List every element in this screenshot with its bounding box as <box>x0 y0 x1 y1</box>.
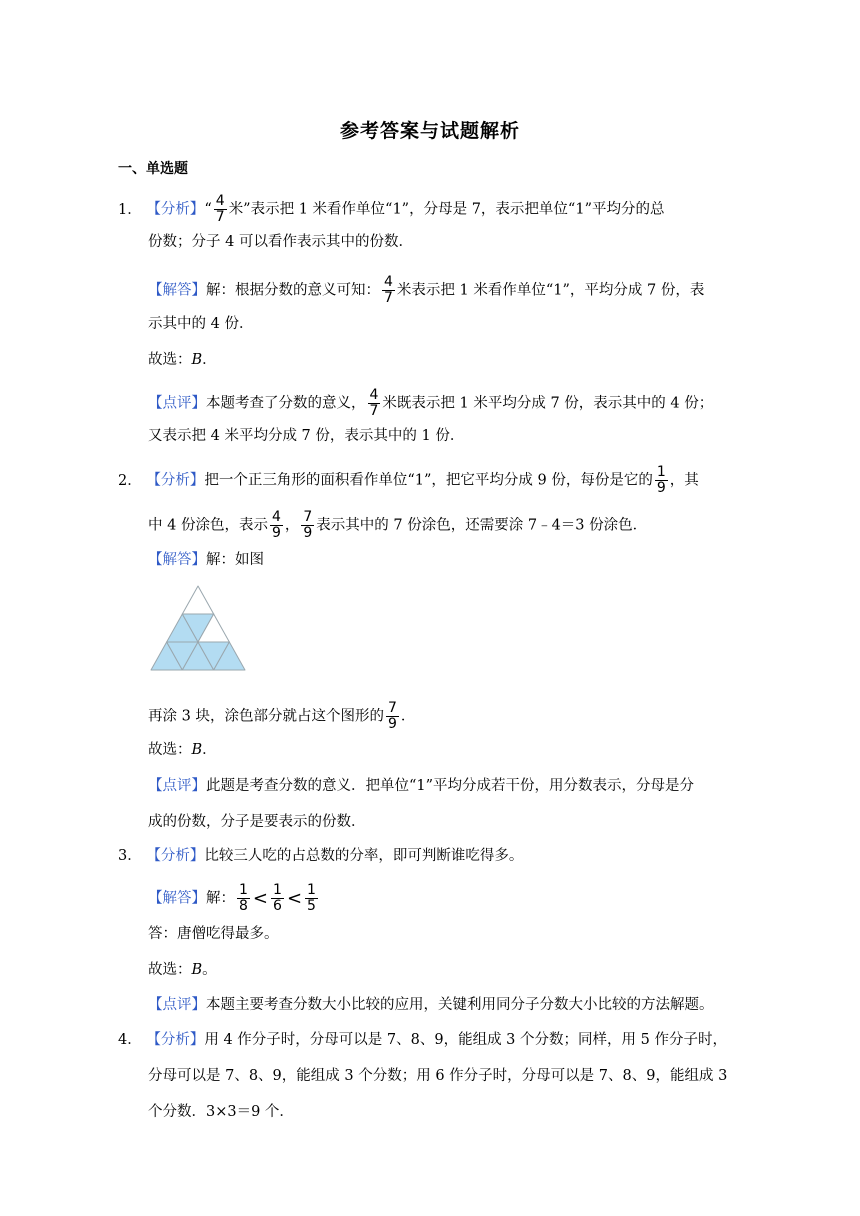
fraction-4-7: $\frac{4}{7}$ <box>215 193 225 225</box>
q2-after-figure: 再涂 3 块，涂色部分就占这个图形的 $\frac{7}{9}$ ． <box>148 700 416 732</box>
q1-solution-text: 解：根据分数的意义可知： <box>206 282 380 299</box>
q1-analysis-line2: 份数；分子 4 可以看作表示其中的份数． <box>148 234 413 250</box>
fraction-4-7: $\frac{4}{7}$ <box>384 274 393 306</box>
q2-comment-line1: 【点评】此题是考查分数的意义．把单位“1”平均分成若干份，用分数表示，分母是分 <box>148 778 695 794</box>
q1-comment-line2: 又表示把 4 米平均分成 7 份，表示其中的 1 份． <box>148 428 465 444</box>
q3-choice: 故选：B。 <box>148 962 217 978</box>
q2-analysis-text: 把一个正三角形的面积看作单位“1”，把它平均分成 9 份，每份是它的 <box>204 472 653 489</box>
open-quote: “ <box>204 201 212 218</box>
solution-tag: 【解答】 <box>148 282 206 299</box>
q2-comment-line2: 成的份数，分子是要表示的份数． <box>148 814 366 830</box>
q1-comment-text-post: 米既表示把 1 米平均分成 7 份，表示其中的 4 份； <box>382 395 714 412</box>
analysis-tag: 【分析】 <box>146 201 205 218</box>
q1-analysis-line1 <box>118 194 664 225</box>
q3-comment: 【点评】本题主要考查分数大小比较的应用，关键利用同分子分数大小比较的方法解题。 <box>148 997 714 1013</box>
q1-comment-text: 本题考查了分数的意义， <box>206 395 366 412</box>
fraction-1-9: $\frac{1}{9}$ <box>656 464 666 496</box>
q1-choice: 故选：B． <box>148 352 217 368</box>
triangle-figure <box>150 585 246 671</box>
solution-tag: 【解答】 <box>148 552 206 568</box>
q3-answer: 答：唐僧吃得最多。 <box>148 926 279 942</box>
comment-tag: 【点评】 <box>148 997 206 1013</box>
comment-tag: 【点评】 <box>148 778 206 794</box>
fraction-4-9: $\frac{4}{9}$ <box>271 509 281 541</box>
q1-analysis-text: 米”表示把 1 米看作单位“1”，分母是 7，表示把单位“1”平均分的总 <box>228 201 665 218</box>
analysis-tag: 【分析】 <box>146 472 205 489</box>
triangle-cell-unshaded <box>182 586 213 614</box>
fraction-4-7: $\frac{4}{7}$ <box>369 387 379 419</box>
q3-solution: 【解答】解： $\frac{1}{8}$ < $\frac{1}{6}$ < $\frac{1}{5}$ <box>148 882 316 914</box>
q4-analysis-line3: 个分数．3×3＝9 个． <box>148 1104 294 1120</box>
page-title: 参考答案与试题解析 <box>339 120 520 142</box>
fraction-1-8: $\frac{1}{8}$ <box>239 882 248 914</box>
fraction-1-6: $\frac{1}{6}$ <box>273 882 282 914</box>
q1-number: 1． <box>118 201 142 218</box>
analysis-tag: 【分析】 <box>146 1032 205 1048</box>
q1-solution-line2: 示其中的 4 份． <box>148 316 254 332</box>
q2-analysis-text-post: ，其 <box>669 472 699 489</box>
q4-number: 4． <box>118 1032 142 1048</box>
solution-tag: 【解答】 <box>148 890 206 907</box>
choice-letter: B <box>191 742 203 758</box>
choice-letter: B <box>191 962 203 978</box>
q2-solution: 【解答】解：如图 <box>148 552 264 568</box>
choice-letter: B <box>191 352 203 368</box>
section-heading: 一、单选题 <box>118 161 188 177</box>
q4-analysis-line2: 分母可以是 7、8、9，能组成 3 个分数；用 6 作分子时，分母可以是 7、8、9，能组成 3 <box>148 1068 728 1084</box>
analysis-tag: 【分析】 <box>146 848 205 864</box>
fraction-1-5: $\frac{1}{5}$ <box>307 882 316 914</box>
fraction-7-9: $\frac{7}{9}$ <box>303 509 313 541</box>
q2-analysis-line2: 中 4 份涂色，表示 $\frac{4}{9}$ ， $\frac{7}{9}$ 表示其中的 7 份涂色，还需要涂 7﹣4＝3 份涂色． <box>148 509 648 541</box>
q2-number: 2． <box>118 472 142 489</box>
q2-choice: 故选：B． <box>148 742 217 758</box>
q1-comment-line1 <box>148 388 713 419</box>
q2-analysis-line1 <box>118 465 699 496</box>
q3-number: 3． <box>118 848 142 864</box>
q1-solution-text-post: 米表示把 1 米看作单位“1”，平均分成 7 份，表 <box>396 282 705 299</box>
q1-solution-line1 <box>148 275 704 306</box>
less-than-sign: < <box>252 887 269 909</box>
fraction-7-9: $\frac{7}{9}$ <box>387 700 397 732</box>
q3-analysis: 3． 【分析】比较三人吃的占总数的分率，即可判断谁吃得多。 <box>118 848 524 864</box>
q4-analysis-line1: 4． 【分析】用 4 作分子时，分母可以是 7、8、9，能组成 3 个分数；同样，用 5 作分子时， <box>118 1032 727 1048</box>
less-than-sign: < <box>286 887 303 909</box>
comment-tag: 【点评】 <box>148 395 206 412</box>
